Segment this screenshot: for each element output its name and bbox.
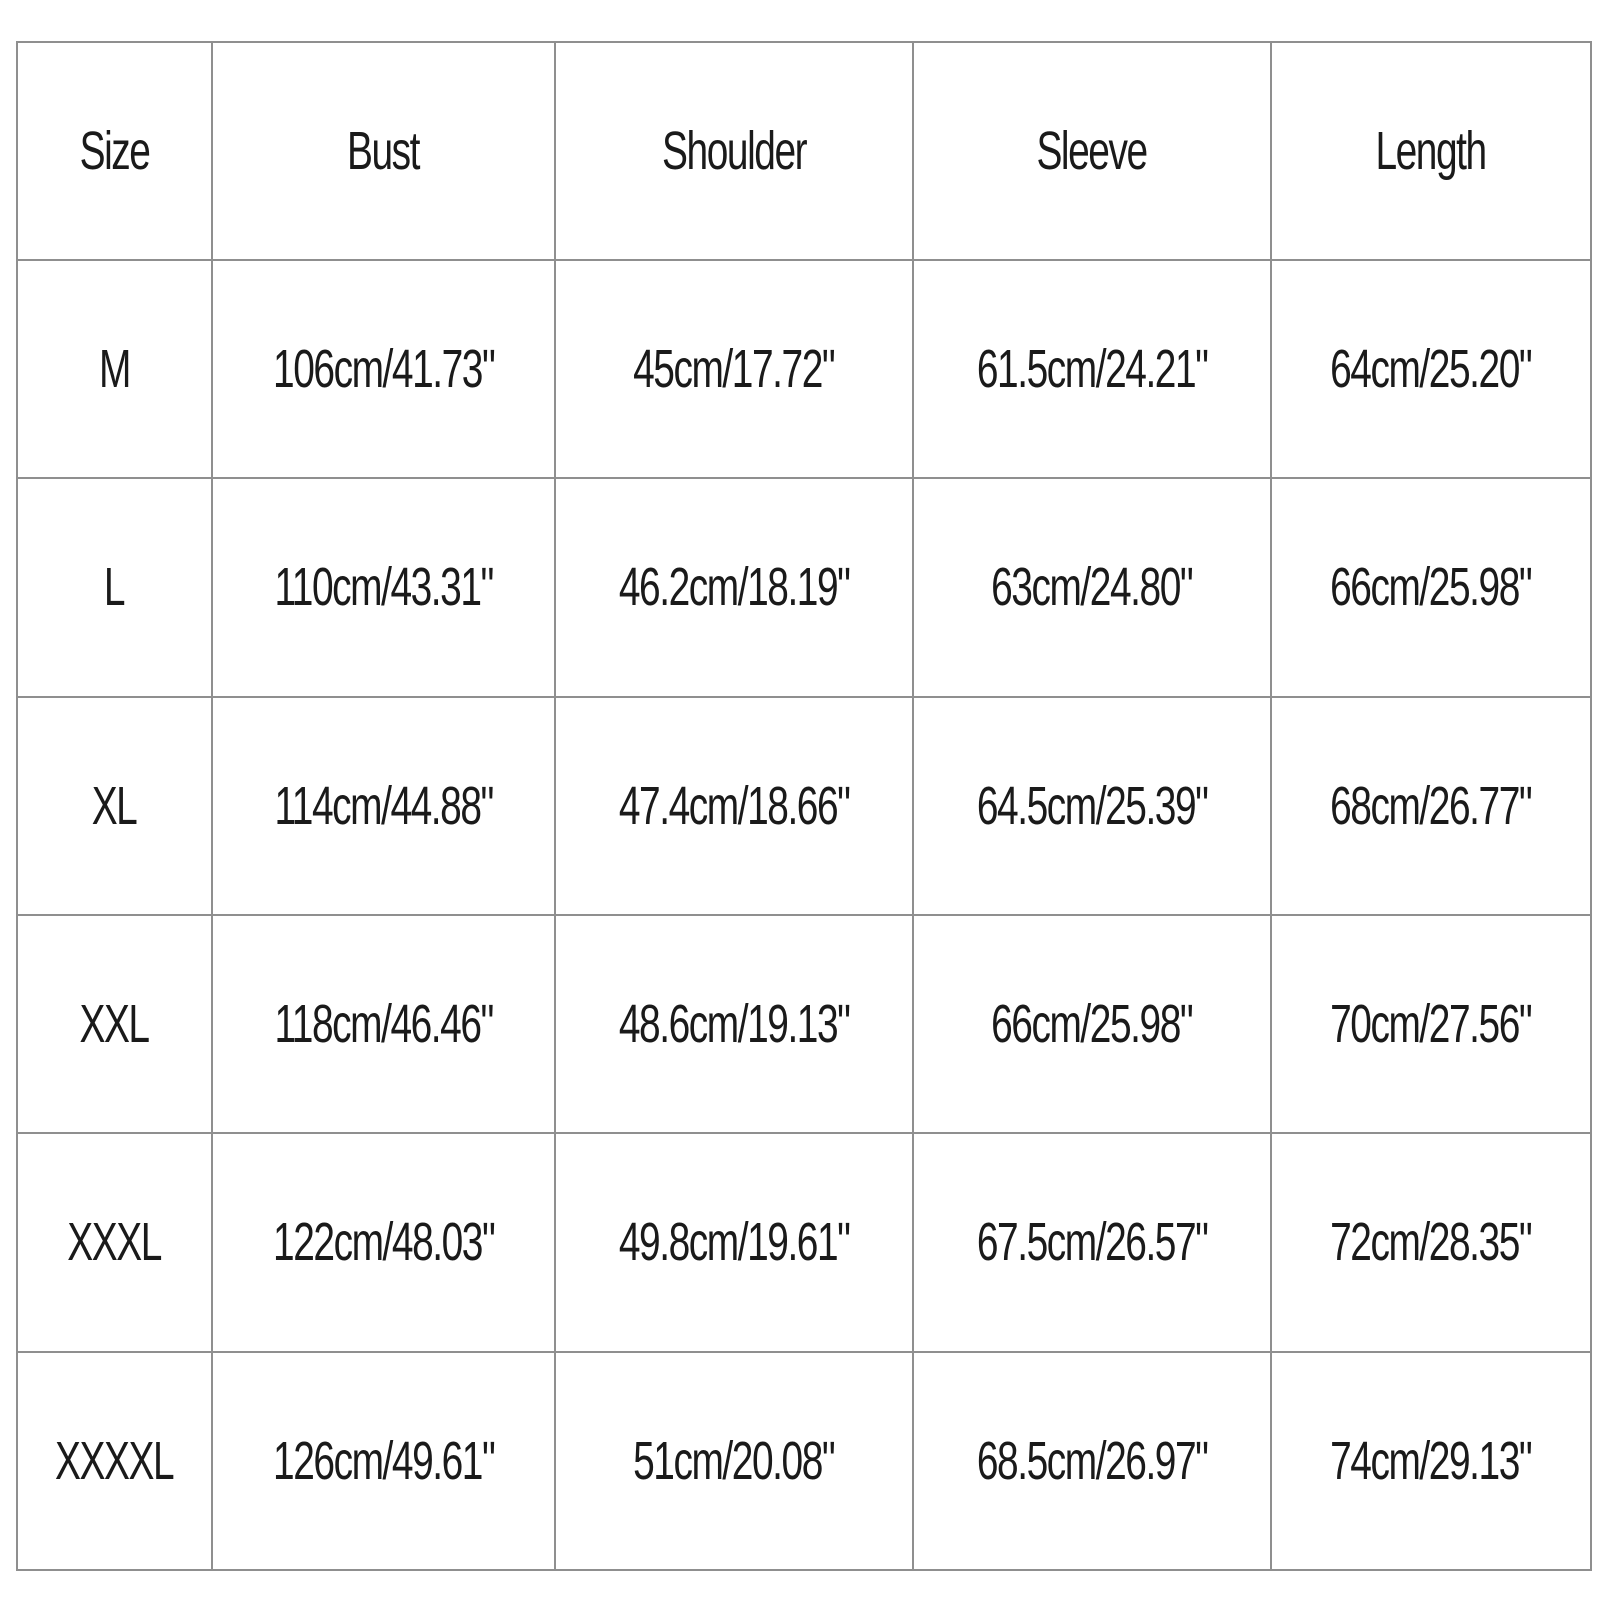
- table-body: [17, 260, 1591, 1570]
- length-value: 72cm/28.35": [1330, 1212, 1532, 1273]
- sleeve-value: 66cm/25.98": [991, 994, 1193, 1055]
- shoulder-cell: [555, 1352, 913, 1570]
- shoulder-value: 49.8cm/19.61": [618, 1212, 850, 1273]
- bust-value: 106cm/41.73": [272, 339, 495, 400]
- bust-cell: [212, 697, 555, 915]
- size-value: M: [99, 339, 130, 400]
- table-row: [17, 697, 1591, 915]
- bust-cell: [212, 1133, 555, 1351]
- length-value: 70cm/27.56": [1330, 994, 1532, 1055]
- size-cell: [17, 478, 212, 696]
- length-cell: [1271, 1352, 1591, 1570]
- bust-cell: [212, 1352, 555, 1570]
- shoulder-value: 45cm/17.72": [633, 339, 835, 400]
- shoulder-value: 48.6cm/19.13": [618, 994, 850, 1055]
- sleeve-value: 68.5cm/26.97": [976, 1430, 1208, 1491]
- bust-value: 122cm/48.03": [272, 1212, 495, 1273]
- size-value: XXL: [79, 994, 150, 1055]
- length-cell: [1271, 697, 1591, 915]
- length-cell: [1271, 260, 1591, 478]
- sleeve-value: 64.5cm/25.39": [976, 775, 1208, 836]
- bust-cell: [212, 478, 555, 696]
- sleeve-cell: [913, 260, 1271, 478]
- size-value: XXXL: [67, 1212, 162, 1273]
- length-value: 68cm/26.77": [1330, 775, 1532, 836]
- sleeve-cell: [913, 697, 1271, 915]
- header-size: [17, 42, 212, 260]
- length-cell: [1271, 478, 1591, 696]
- sleeve-value: 61.5cm/24.21": [976, 339, 1208, 400]
- header-row: [17, 42, 1591, 260]
- sleeve-cell: [913, 1352, 1271, 1570]
- shoulder-cell: [555, 697, 913, 915]
- length-cell: [1271, 1133, 1591, 1351]
- shoulder-value: 46.2cm/18.19": [618, 557, 850, 618]
- table-row: [17, 478, 1591, 696]
- table-header: [17, 42, 1591, 260]
- header-size-label: Size: [79, 121, 150, 181]
- shoulder-cell: [555, 915, 913, 1133]
- size-cell: [17, 915, 212, 1133]
- header-bust: [212, 42, 555, 260]
- shoulder-cell: [555, 1133, 913, 1351]
- bust-value: 118cm/46.46": [274, 994, 493, 1055]
- sleeve-value: 63cm/24.80": [991, 557, 1193, 618]
- shoulder-value: 47.4cm/18.66": [618, 775, 850, 836]
- shoulder-cell: [555, 478, 913, 696]
- bust-value: 110cm/43.31": [274, 557, 493, 618]
- table-row: [17, 915, 1591, 1133]
- shoulder-cell: [555, 260, 913, 478]
- length-cell: [1271, 915, 1591, 1133]
- sleeve-value: 67.5cm/26.57": [976, 1212, 1208, 1273]
- header-bust-label: Bust: [347, 121, 420, 181]
- table-row: [17, 1352, 1591, 1570]
- size-cell: [17, 1133, 212, 1351]
- header-sleeve: [913, 42, 1271, 260]
- header-shoulder: [555, 42, 913, 260]
- header-sleeve-label: Sleeve: [1036, 121, 1148, 181]
- size-value: XL: [92, 775, 137, 836]
- bust-cell: [212, 915, 555, 1133]
- shoulder-value: 51cm/20.08": [633, 1430, 835, 1491]
- bust-cell: [212, 260, 555, 478]
- length-value: 66cm/25.98": [1330, 557, 1532, 618]
- bust-value: 114cm/44.88": [274, 775, 493, 836]
- sleeve-cell: [913, 1133, 1271, 1351]
- sleeve-cell: [913, 915, 1271, 1133]
- header-length: [1271, 42, 1591, 260]
- length-value: 64cm/25.20": [1330, 339, 1532, 400]
- size-cell: [17, 697, 212, 915]
- bust-value: 126cm/49.61": [272, 1430, 495, 1491]
- table-row: [17, 1133, 1591, 1351]
- size-value: XXXXL: [55, 1430, 174, 1491]
- length-value: 74cm/29.13": [1330, 1430, 1532, 1491]
- table-row: [17, 260, 1591, 478]
- size-value: L: [104, 557, 125, 618]
- size-cell: [17, 1352, 212, 1570]
- sleeve-cell: [913, 478, 1271, 696]
- size-cell: [17, 260, 212, 478]
- header-shoulder-label: Shoulder: [661, 121, 807, 181]
- header-length-label: Length: [1375, 121, 1487, 181]
- size-chart-table: [16, 41, 1592, 1571]
